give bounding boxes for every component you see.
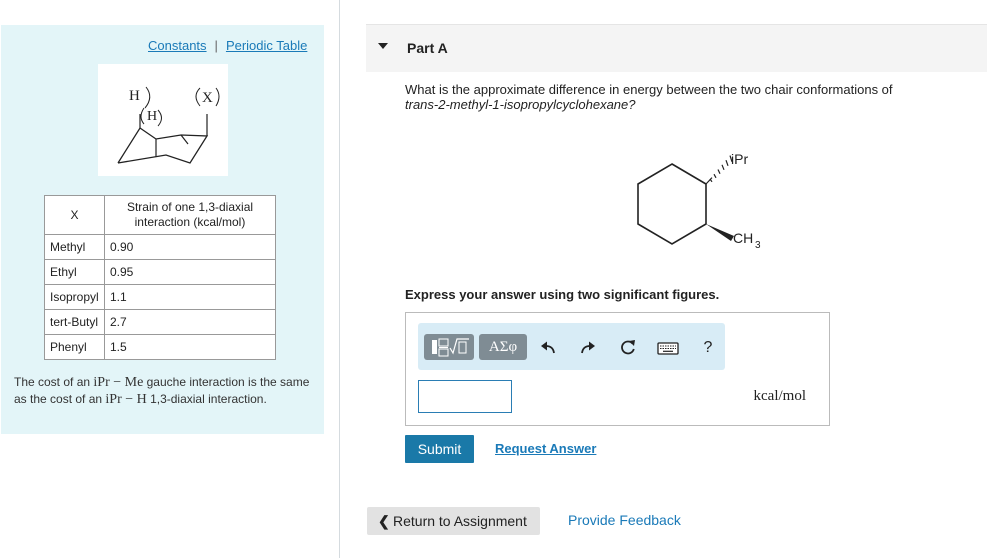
- header-strain: [105, 196, 276, 235]
- greek-symbols-button[interactable]: ΑΣφ: [479, 334, 527, 360]
- redo-icon[interactable]: [578, 338, 598, 358]
- ipr-label: iPr: [731, 151, 749, 167]
- question-line-2: trans-2-methyl-1-isopropylcyclohexane?: [405, 97, 636, 112]
- molecule-figure: [625, 140, 785, 255]
- strain-table: [44, 195, 276, 360]
- gauche-note: [14, 374, 319, 408]
- ch3-label: CH: [733, 230, 754, 246]
- figure-label-h1: H: [129, 88, 140, 104]
- table-row: [45, 335, 276, 360]
- row-value: 0.95: [105, 260, 276, 285]
- templates-button[interactable]: [424, 334, 474, 360]
- question-line-1: What is the approximate difference in energy between the two chair conformations of: [405, 82, 893, 97]
- chevron-left-icon: ❮: [378, 513, 390, 529]
- undo-icon[interactable]: [538, 338, 558, 358]
- submit-button[interactable]: Submit: [405, 435, 474, 463]
- info-panel: [1, 25, 324, 434]
- row-group: Methyl: [45, 235, 105, 260]
- row-group: Ethyl: [45, 260, 105, 285]
- answer-box: [405, 312, 830, 426]
- chair-diagram: [98, 64, 228, 176]
- row-value: 1.1: [105, 285, 276, 310]
- request-answer-link[interactable]: Request Answer: [495, 441, 597, 456]
- reference-links: [148, 38, 307, 53]
- question-text: [405, 82, 925, 112]
- header-x: X: [45, 196, 105, 235]
- panel-divider: [339, 0, 340, 558]
- ch3-subscript: 3: [755, 240, 761, 251]
- reset-icon[interactable]: [618, 338, 638, 358]
- table-row: [45, 310, 276, 335]
- table-row: [45, 285, 276, 310]
- part-title: Part A: [407, 40, 448, 56]
- header-strain-line2: interaction (kcal/mol): [134, 215, 246, 229]
- header-strain-line1: Strain of one 1,3-diaxial: [126, 200, 254, 214]
- note-text-1: The cost of an: [14, 375, 94, 389]
- row-group: tert-Butyl: [45, 310, 105, 335]
- row-value: 2.7: [105, 310, 276, 335]
- figure-label-h2: H: [147, 109, 158, 124]
- units-label: kcal/mol: [753, 388, 806, 404]
- figure-label-x: X: [202, 90, 213, 106]
- templates-icon: [424, 334, 474, 360]
- row-value: 1.5: [105, 335, 276, 360]
- provide-feedback-link[interactable]: Provide Feedback: [568, 512, 681, 528]
- cyclohexane-diagram: [625, 140, 785, 255]
- return-label: Return to Assignment: [393, 513, 527, 529]
- table-row: [45, 260, 276, 285]
- row-group: Isopropyl: [45, 285, 105, 310]
- math-toolbar: [418, 323, 725, 370]
- instruction-text: Express your answer using two significant figures.: [405, 287, 720, 302]
- constants-link[interactable]: Constants: [148, 38, 207, 53]
- row-group: Phenyl: [45, 335, 105, 360]
- diaxial-figure: [98, 64, 228, 176]
- note-math-2: iPr − H: [105, 392, 147, 407]
- note-text-2: gauche interaction is the same as the cost of an: [14, 375, 310, 406]
- link-separator: |: [214, 38, 218, 53]
- help-icon[interactable]: ?: [703, 339, 713, 356]
- note-text-3: 1,3-diaxial interaction.: [146, 392, 267, 406]
- part-header[interactable]: [366, 24, 987, 72]
- periodic-table-link[interactable]: Periodic Table: [225, 38, 308, 53]
- row-value: 0.90: [105, 235, 276, 260]
- table-row: [45, 235, 276, 260]
- note-math-1: iPr − Me: [93, 375, 144, 390]
- collapse-triangle-icon[interactable]: [378, 43, 388, 49]
- strain-table-header: [45, 196, 276, 235]
- return-to-assignment-button[interactable]: [367, 507, 540, 535]
- answer-input[interactable]: [418, 380, 512, 413]
- keyboard-icon[interactable]: [656, 338, 680, 358]
